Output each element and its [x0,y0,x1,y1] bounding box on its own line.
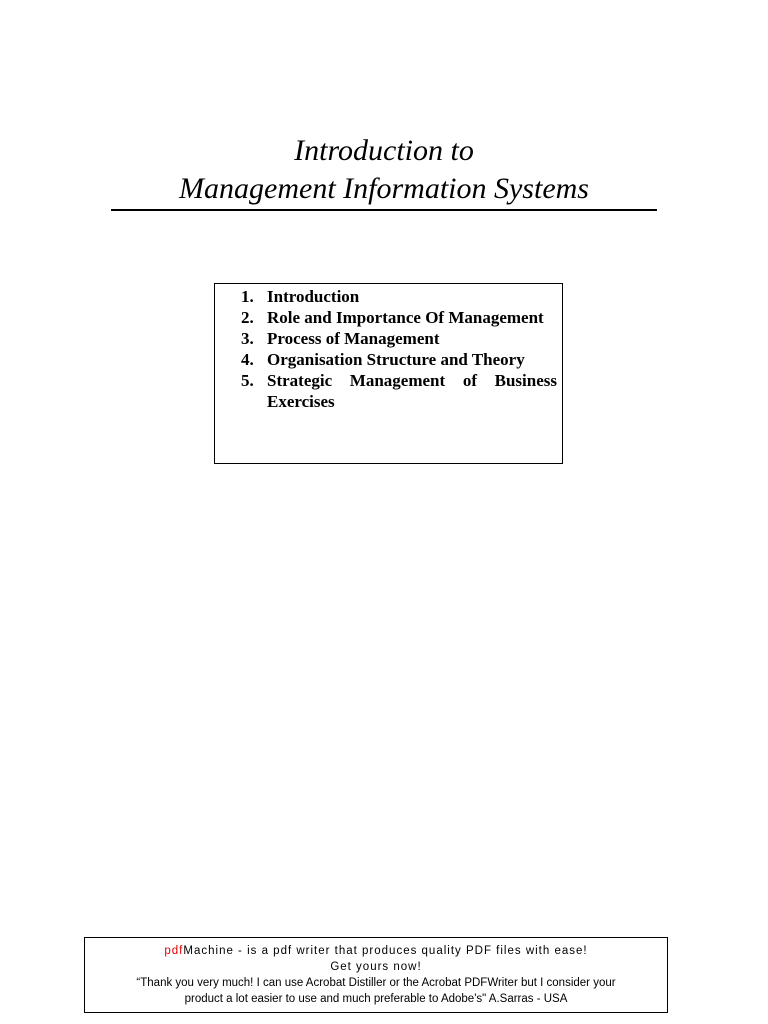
toc-item-text: Role and Importance Of Management [267,308,544,327]
toc-item-text: Process of Management [267,329,440,348]
title-underline [111,209,657,211]
title-line-2: Management Information Systems [179,172,589,205]
toc-item-number: 4. [241,350,254,369]
footer-cta: Get yours now! [330,961,422,973]
footer-brand-line [85,943,667,959]
toc-item [241,307,557,328]
footer-quote-line-2: product a lot easier to use and much preferable to Adobe's" A.Sarras - USA [184,993,568,1005]
table-of-contents [214,283,563,464]
toc-continuation: Exercises [267,392,335,411]
toc-list [241,286,557,412]
toc-item [241,328,557,349]
toc-item-number: 1. [241,287,254,306]
document-title [0,132,768,208]
toc-item-number: 2. [241,308,254,327]
toc-item [241,349,557,370]
footer-notice [84,937,668,1013]
toc-item-text: Strategic Management of Business [267,371,557,390]
toc-item-number: 3. [241,329,254,348]
toc-item-text: Organisation Structure and Theory [267,350,525,369]
toc-item-text: Introduction [267,287,360,306]
toc-item-number: 5. [241,371,254,390]
toc-item [241,370,557,391]
title-line-1: Introduction to [294,134,474,167]
footer-brand-pdf: pdf [164,945,184,957]
footer-quote-line-1: “Thank you very much! I can use Acrobat Distiller or the Acrobat PDFWriter but I consider your [136,977,616,989]
toc-item [241,286,557,307]
footer-brand-text: Machine - is a pdf writer that produces quality PDF files with ease! [183,945,588,957]
